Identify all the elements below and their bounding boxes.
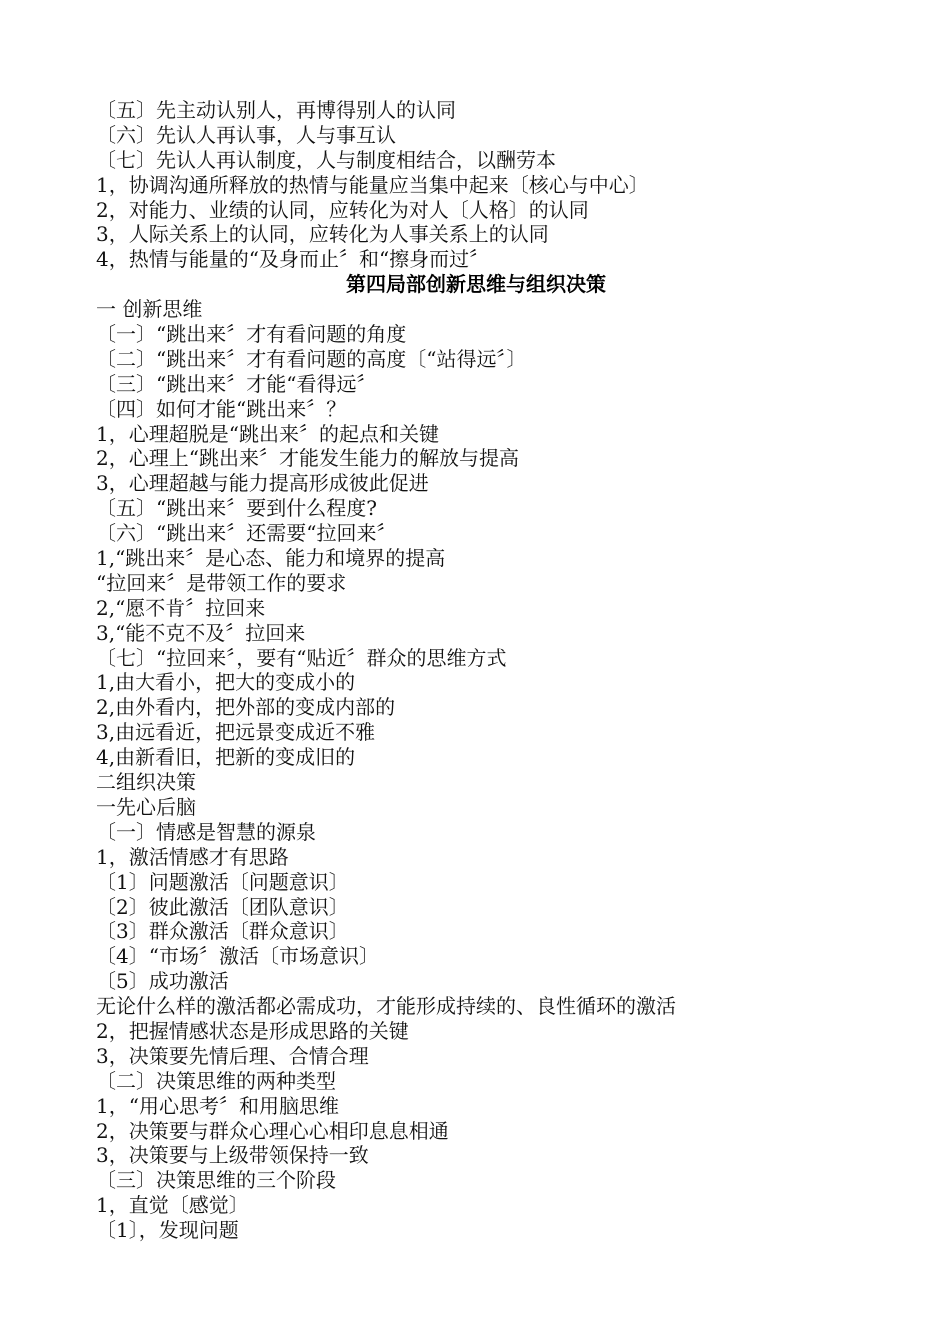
text-line: 2,“愿不肯〞拉回来 bbox=[96, 595, 266, 620]
text-line: 3,由远看近，把远景变成近不雅 bbox=[96, 720, 376, 745]
text-line: 〔1〕问题激活〔问题意识〕 bbox=[96, 869, 349, 894]
text-line: 1，心理超脱是“跳出来〞的起点和关键 bbox=[96, 421, 439, 446]
text-line: 3,“能不克不及〞拉回来 bbox=[96, 620, 306, 645]
text-line: 〔5〕成功激活 bbox=[96, 969, 229, 994]
text-line: 二组织决策 bbox=[96, 770, 196, 795]
text-line: 〔七〕先认人再认制度，人与制度相结合，以酬劳本 bbox=[96, 147, 556, 172]
text-line: 一 创新思维 bbox=[96, 297, 203, 322]
text-line: 2,由外看内，把外部的变成内部的 bbox=[96, 695, 396, 720]
text-line: 3，人际关系上的认同，应转化为人事关系上的认同 bbox=[96, 222, 549, 247]
text-line: 1,“跳出来〞是心态、能力和境界的提高 bbox=[96, 546, 446, 571]
text-line: 1，激活情感才有思路 bbox=[96, 844, 289, 869]
text-line: 〔五〕“跳出来〞要到什么程度? bbox=[96, 496, 377, 521]
text-line: 3，决策要与上级带领保持一致 bbox=[96, 1143, 369, 1168]
text-line: 2，把握情感状态是形成思路的关键 bbox=[96, 1018, 409, 1043]
text-line: 〔二〕“跳出来〞才有看问题的高度〔“站得远〞〕 bbox=[96, 346, 527, 371]
text-line: 〔三〕“跳出来〞才能“看得远〞 bbox=[96, 371, 377, 396]
text-line: 一先心后脑 bbox=[96, 794, 196, 819]
text-line: 〔七〕“拉回来〞，要有“贴近〞群众的思维方式 bbox=[96, 645, 507, 670]
text-line: 2，对能力、业绩的认同，应转化为对人〔人格〕的认同 bbox=[96, 197, 589, 222]
document-body bbox=[96, 98, 856, 1243]
text-line: 〔四〕如何才能“跳出来〞？ bbox=[96, 396, 347, 421]
text-line: 1,由大看小，把大的变成小的 bbox=[96, 670, 356, 695]
text-line: 无论什么样的激活都必需成功，才能形成持续的、良性循环的激活 bbox=[96, 994, 676, 1019]
text-line: 〔1〕，发现问题 bbox=[96, 1218, 239, 1243]
text-line: “拉回来〞是带领工作的要求 bbox=[96, 570, 347, 595]
text-line: 〔三〕决策思维的三个阶段 bbox=[96, 1168, 336, 1193]
text-line: 〔4〕“市场〞激活〔市场意识〕 bbox=[96, 944, 379, 969]
text-line: 3，决策要先情后理、合情合理 bbox=[96, 1043, 369, 1068]
text-line: 〔二〕决策思维的两种类型 bbox=[96, 1068, 336, 1093]
text-line: 3，心理超越与能力提高形成彼此促进 bbox=[96, 471, 429, 496]
text-line: 〔一〕情感是智慧的源泉 bbox=[96, 819, 316, 844]
text-line: 〔3〕群众激活〔群众意识〕 bbox=[96, 919, 349, 944]
text-line: 2，决策要与群众心理心心相印息息相通 bbox=[96, 1118, 449, 1143]
text-line: 4,由新看旧，把新的变成旧的 bbox=[96, 745, 356, 770]
text-line: 〔五〕先主动认别人，再博得别人的认同 bbox=[96, 98, 456, 122]
text-line: 〔一〕“跳出来〞才有看问题的角度 bbox=[96, 322, 407, 347]
text-line: 1，协调沟通所释放的热情与能量应当集中起来〔核心与中心〕 bbox=[96, 172, 649, 197]
section-heading: 第四局部创新思维与组织决策 bbox=[346, 272, 606, 297]
text-line: 〔六〕“跳出来〞还需要“拉回来〞 bbox=[96, 521, 397, 546]
text-line: 〔六〕先认人再认事，人与事互认 bbox=[96, 122, 396, 147]
text-line: 1，直觉〔感觉〕 bbox=[96, 1193, 249, 1218]
text-line: 1，“用心思考〞和用脑思维 bbox=[96, 1093, 339, 1118]
text-line: 〔2〕彼此激活〔团队意识〕 bbox=[96, 894, 349, 919]
text-line: 4，热情与能量的“及身而止〞和“擦身而过〞 bbox=[96, 247, 490, 272]
text-line: 2，心理上“跳出来〞才能发生能力的解放与提高 bbox=[96, 446, 519, 471]
